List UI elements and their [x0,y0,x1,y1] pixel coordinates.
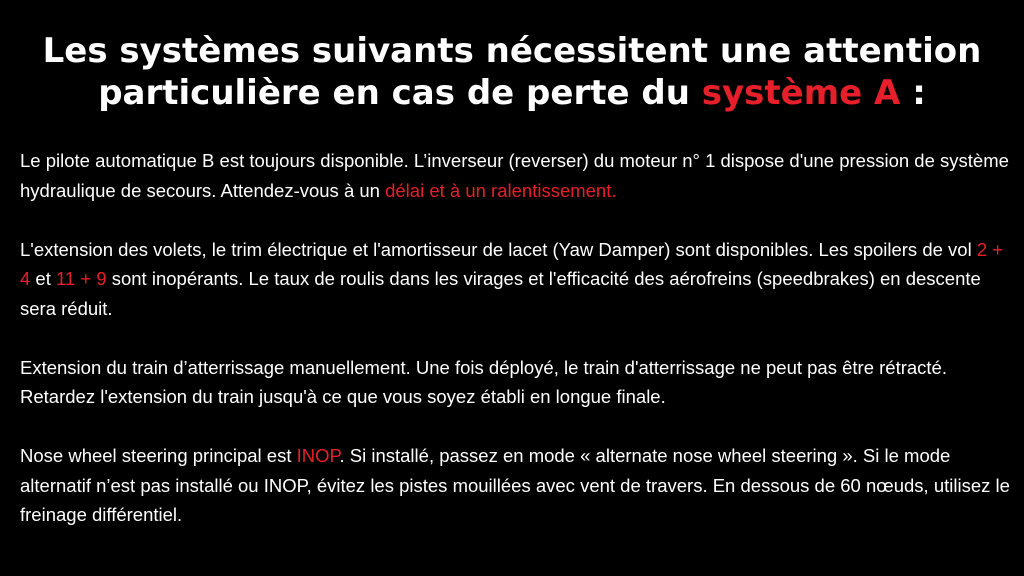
paragraph-text: Nose wheel steering principal est [20,445,297,466]
paragraph-text: L'extension des volets, le trim électrique et l'amortisseur de lacet (Yaw Damper) sont disponibles. Les spoilers de vol [20,238,977,260]
highlight-delay: délai et à un ralentissement. [385,179,617,201]
paragraph-flaps-spoilers [20,235,1010,324]
paragraph-text: . Si installé, passez en mode « alternate nose wheel steering ». Si le mode alternatif n’est pas installé ou INOP, évitez les pistes mouillées avec vent de travers. En dessous de 60 nœuds, utilisez le freinage différentiel. [20,445,1010,525]
paragraph-landing-gear [20,353,1010,412]
paragraph-autopilot [20,146,1010,205]
page-title [0,30,1024,114]
paragraph-text: Le pilote automatique B est toujours disponible. L’inverseur (reverser) du moteur n° 1 dispose d'une pression de système hydraulique de secours. Attendez-vous à un [20,150,1009,201]
paragraph-text: et [30,268,57,289]
paragraph-nose-wheel-steering [20,441,1010,530]
highlight-spoilers-11-9: 11 + 9 [56,268,107,289]
title-line-2-suffix: : [900,73,926,113]
content-body [20,146,1010,559]
title-line-1: Les systèmes suivants nécessitent une attention [42,31,982,71]
paragraph-text: sont inopérants. Le taux de roulis dans les virages et l'efficacité des aérofreins (speedbrakes) en descente sera réduit. [20,268,981,319]
paragraph-text: Extension du train d’atterrissage manuellement. Une fois déployé, le train d'atterrissage ne peut pas être rétracté. Retardez l'extension du train jusqu'à ce que vous soyez établi en longue finale. [20,356,947,407]
highlight-spoilers-2-4: 2 + 4 [20,238,1004,289]
title-highlight-system-a: système A [701,73,901,113]
highlight-inop: INOP [296,445,340,466]
title-line-2-prefix: particulière en cas de perte du [98,73,702,113]
